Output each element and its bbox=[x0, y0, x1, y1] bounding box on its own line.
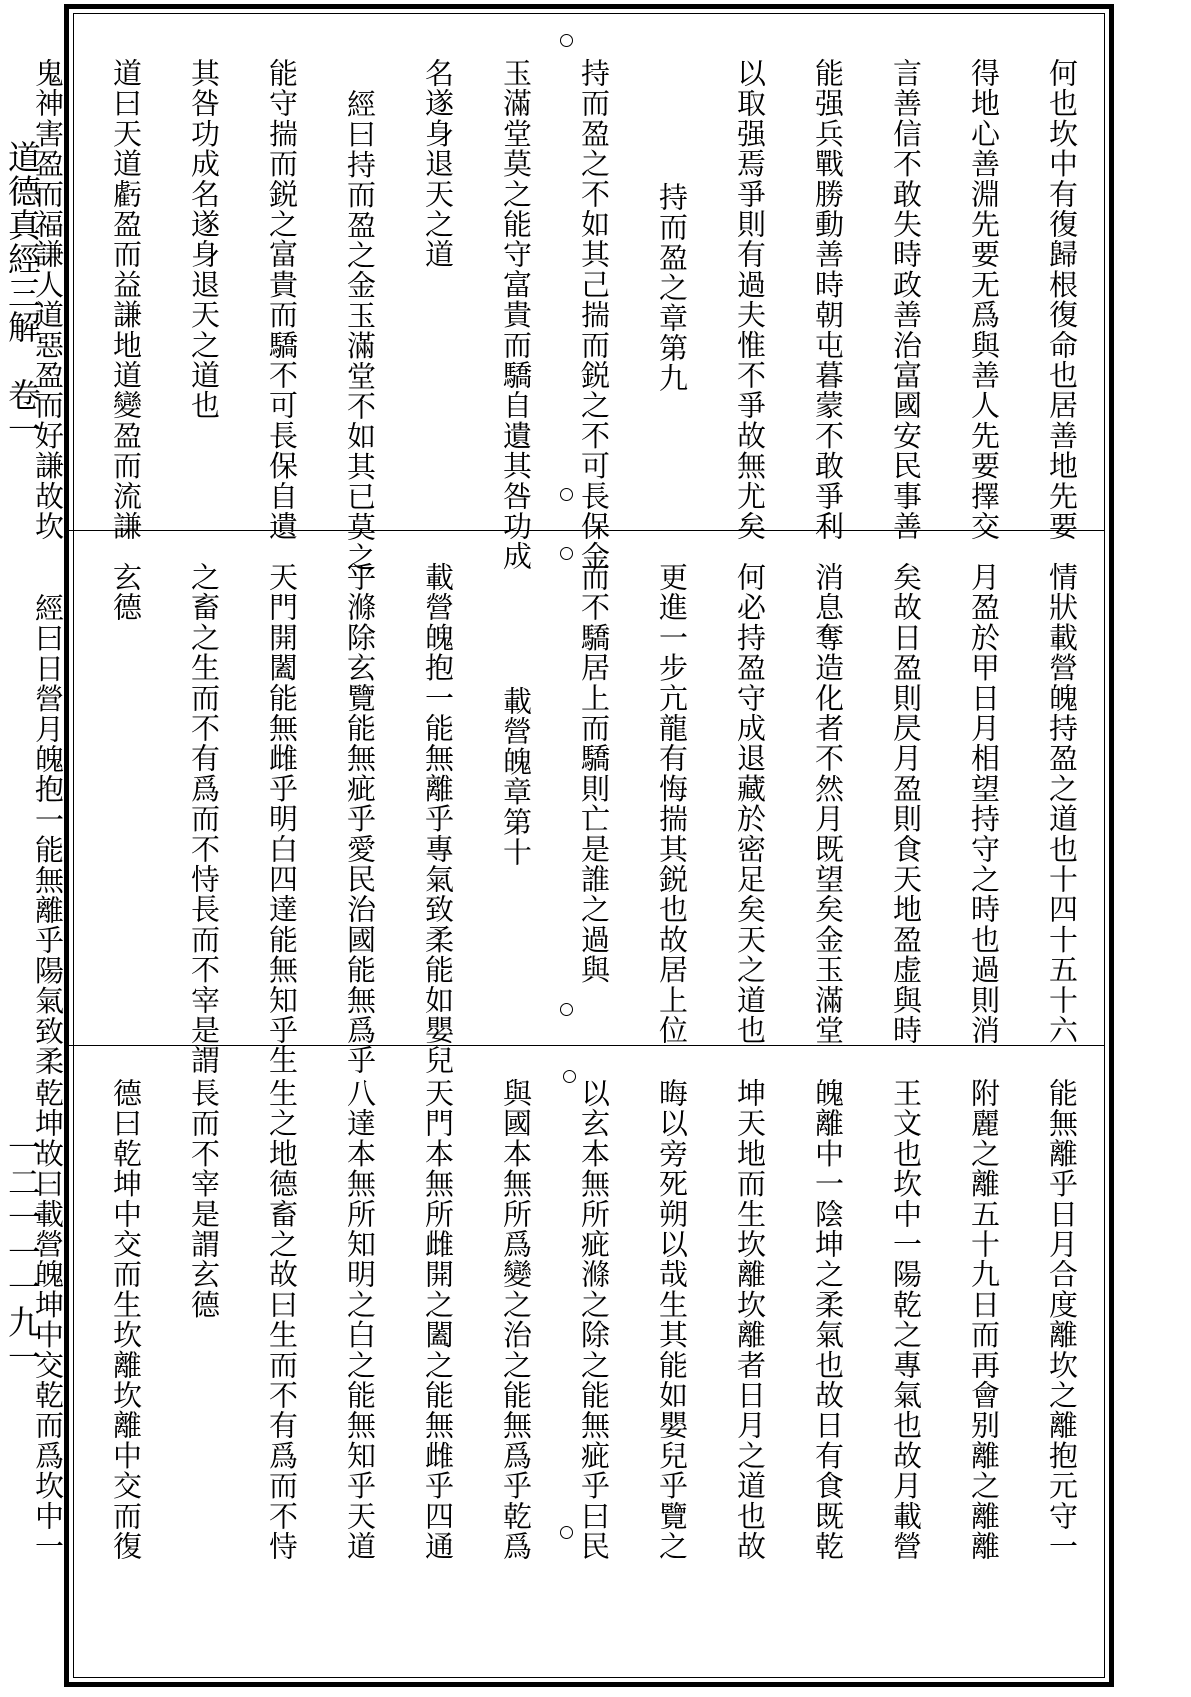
text-column: 天門開闔能無雌乎明白四達能無知乎生 bbox=[265, 562, 299, 1076]
punctuation-circle bbox=[560, 34, 573, 47]
panel-divider bbox=[68, 530, 1104, 531]
text-column: 鬼神害盈而福謙人道惡盈而好謙故坎 bbox=[31, 58, 65, 542]
text-column bbox=[0, 562, 9, 1040]
text-column: 矣故日盈則昃月盈則食天地盈虚與時 bbox=[889, 562, 923, 1046]
text-column: 載營魄抱一能無離乎專氣致柔能如嬰兒 bbox=[421, 562, 455, 1076]
column-container bbox=[31, 58, 1101, 573]
text-column: 何也坎中有復歸根復命也居善地先要 bbox=[1045, 58, 1079, 542]
text-panel-middle bbox=[31, 562, 1101, 1077]
punctuation-circle bbox=[563, 1070, 576, 1083]
book-title-margin: 道德真經三解 卷一 bbox=[3, 140, 42, 446]
text-column: 持而盈之不如其己揣而鋭之不可長保金 bbox=[577, 58, 611, 572]
text-column: 晦以旁死朔以哉生其能如嬰兒乎覽之 bbox=[655, 1078, 689, 1562]
punctuation-circle bbox=[560, 488, 573, 501]
text-column: 得地心善淵先要无爲與善人先要擇交 bbox=[967, 58, 1001, 542]
text-column: 玄德 bbox=[109, 562, 143, 623]
text-column: 能强兵戰勝動善時朝屯暮蒙不敢爭利 bbox=[811, 58, 845, 542]
text-column bbox=[0, 1078, 9, 1672]
text-panel-bottom bbox=[31, 1078, 1101, 1672]
panel-divider bbox=[68, 1045, 1104, 1046]
text-column: 名遂身退天之道 bbox=[421, 58, 455, 270]
text-column bbox=[0, 58, 9, 528]
text-column: 與國本無所爲變之治之能無爲乎乾爲 bbox=[499, 1078, 533, 1562]
text-column: 能無離乎日月合度離坎之離抱元守一 bbox=[1045, 1078, 1079, 1562]
text-column: 經曰日營月魄抱一能無離乎陽氣致柔 bbox=[31, 593, 65, 1077]
page-number-margin: 一二一一一九一 bbox=[3, 1130, 42, 1375]
text-column: 道曰天道虧盈而益謙地道變盈而流謙 bbox=[109, 58, 143, 542]
text-column: 玉滿堂莫之能守富貴而驕自遺其咎功成 bbox=[499, 58, 533, 572]
text-column: 言善信不敢失時政善治富國安民事善 bbox=[889, 58, 923, 542]
text-column: 其咎功成名遂身退天之道也 bbox=[187, 58, 221, 421]
text-column: 以玄本無所疵滌之除之能無疵乎曰民 bbox=[577, 1078, 611, 1562]
text-column: 而不驕居上而驕則亡是誰之過與 bbox=[577, 562, 611, 985]
text-column: 長而不宰是謂玄德 bbox=[187, 1078, 221, 1320]
text-column: 消息奪造化者不然月既望矣金玉滿堂 bbox=[811, 562, 845, 1046]
text-column: 以取强焉爭則有過夫惟不爭故無尤矣 bbox=[733, 58, 767, 542]
text-column: 更進一步亢龍有悔揣其鋭也故居上位 bbox=[655, 562, 689, 1046]
text-column: 生之地德畜之故曰生而不有爲而不恃 bbox=[265, 1078, 299, 1562]
column-container bbox=[31, 1078, 1101, 1672]
text-column: 八達本無所知明之白之能無知乎天道 bbox=[343, 1078, 377, 1562]
text-column: 之畜之生而不有爲而不恃長而不宰是謂 bbox=[187, 562, 221, 1076]
text-column: 王文也坎中一陽乾之專氣也故月載營 bbox=[889, 1078, 923, 1562]
text-column: 月盈於甲日月相望持守之時也過則消 bbox=[967, 562, 1001, 1046]
punctuation-circle bbox=[560, 547, 573, 560]
punctuation-circle bbox=[560, 1526, 573, 1539]
text-column: 乎滌除玄覽能無疵乎愛民治國能無爲乎 bbox=[343, 562, 377, 1076]
text-column: 德曰乾坤中交而生坎離坎離中交而復 bbox=[109, 1078, 143, 1562]
text-column: 載營魄章第十 bbox=[499, 686, 533, 868]
text-column: 附麗之離五十九日而再會别離之離離 bbox=[967, 1078, 1001, 1562]
text-panel-top bbox=[31, 58, 1101, 573]
text-column: 經曰持而盈之金玉滿堂不如其已莫之 bbox=[343, 89, 377, 573]
text-column: 天門本無所雌開之闔之能無雌乎四通 bbox=[421, 1078, 455, 1562]
text-column: 乾坤故曰載營魄坤中交乾而爲坎中一 bbox=[31, 1078, 65, 1562]
text-column: 情狀載營魄持盈之道也十四十五十六 bbox=[1045, 562, 1079, 1046]
text-column: 持而盈之章第九 bbox=[655, 182, 689, 394]
text-column: 何必持盈守成退藏於密足矣天之道也 bbox=[733, 562, 767, 1046]
text-column: 魄離中一陰坤之柔氣也故日有食既乾 bbox=[811, 1078, 845, 1562]
text-column: 坤天地而生坎離坎離者日月之道也故 bbox=[733, 1078, 767, 1562]
punctuation-circle bbox=[560, 1003, 573, 1016]
column-container bbox=[31, 562, 1101, 1077]
text-column: 能守揣而鋭之富貴而驕不可長保自遺 bbox=[265, 58, 299, 542]
